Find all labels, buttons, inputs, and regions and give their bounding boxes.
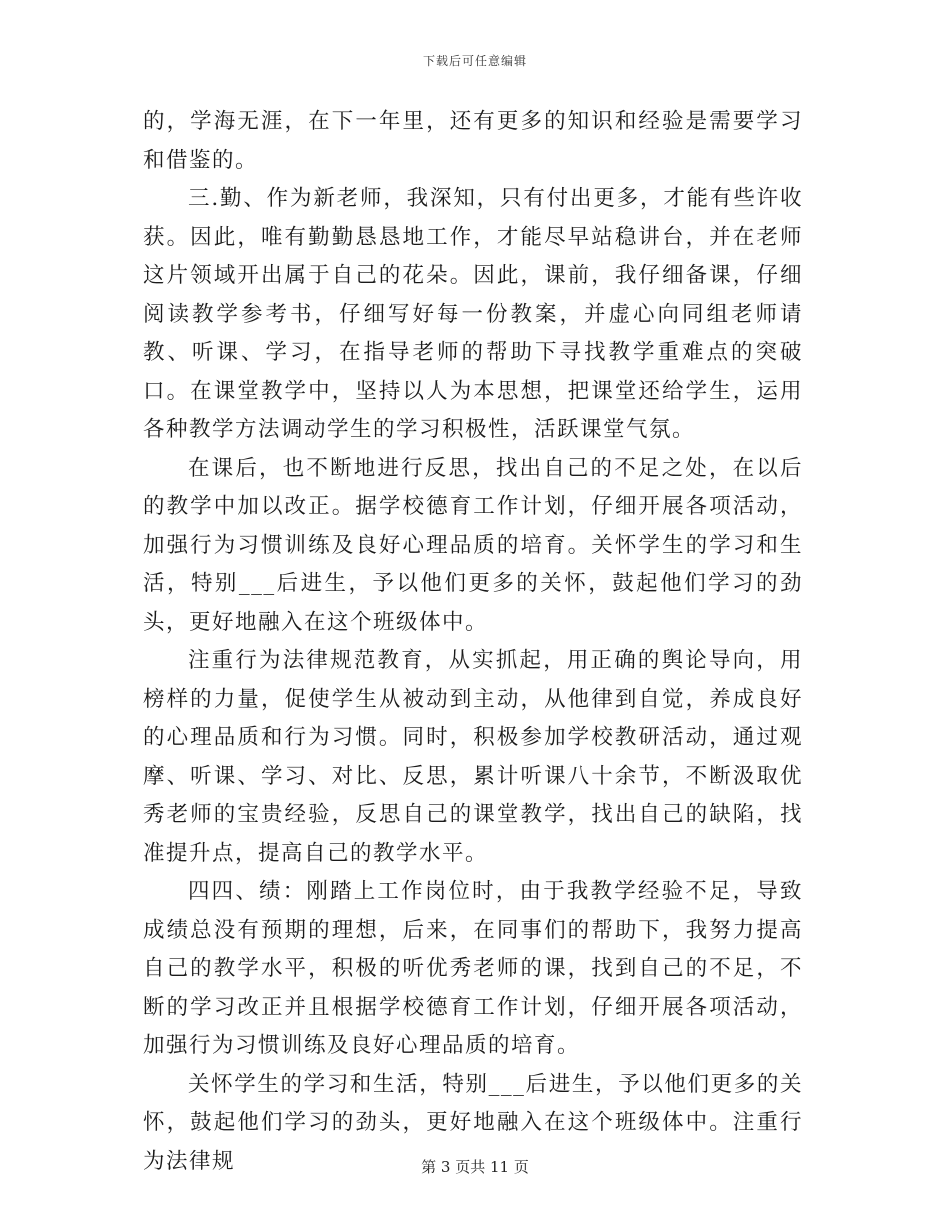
- page-header: 下载后可任意编辑: [422, 54, 527, 68]
- paragraph: 在课后，也不断地进行反思，找出自己的不足之处，在以后的教学中加以改正。据学校德育工作计划，仔细开展各项活动，加强行为习惯训练及良好心理品质的培育。关怀学生的学习和生活，特别___后进生，予以他们更多的关怀，鼓起他们学习的劲头，更好地融入在这个班级体中。: [143, 455, 803, 635]
- page-number: 第 3 页共 11 页: [421, 1158, 529, 1176]
- paragraph: 的，学海无涯，在下一年里，还有更多的知识和经验是需要学习和借鉴的。: [143, 109, 803, 173]
- document-body: [143, 103, 803, 1181]
- paragraph: 关怀学生的学习和生活，特别___后进生，予以他们更多的关怀，鼓起他们学习的劲头，更好地融入在这个班级体中。注重行为法律规: [143, 1071, 803, 1174]
- paragraph: 四四、绩：刚踏上工作岗位时，由于我教学经验不足，导致成绩总没有预期的理想，后来，在同事们的帮助下，我努力提高自己的教学水平，积极的听优秀老师的课，找到自己的不足，不断的学习改正并且根据学校德育工作计划，仔细开展各项活动，加强行为习惯训练及良好心理品质的培育。: [143, 879, 803, 1058]
- paragraph: 注重行为法律规范教育，从实抓起，用正确的舆论导向，用榜样的力量，促使学生从被动到主动，从他律到自觉，养成良好的心理品质和行为习惯。同时，积极参加学校教研活动，通过观摩、听课、学习、对比、反思，累计听课八十余节，不断汲取优秀老师的宝贵经验，反思自己的课堂教学，找出自己的缺陷，找准提升点，提高自己的教学水平。: [143, 648, 803, 866]
- paragraph: 三.勤、作为新老师，我深知，只有付出更多，才能有些许收获。因此，唯有勤勤恳恳地工作，才能尽早站稳讲台，并在老师这片领域开出属于自己的花朵。因此，课前，我仔细备课，仔细阅读教学参考书，仔细写好每一份教案，并虚心向同组老师请教、听课、学习，在指导老师的帮助下寻找教学重难点的突破口。在课堂教学中，坚持以人为本思想，把课堂还给学生，运用各种教学方法调动学生的学习积极性，活跃课堂气氛。: [143, 186, 803, 442]
